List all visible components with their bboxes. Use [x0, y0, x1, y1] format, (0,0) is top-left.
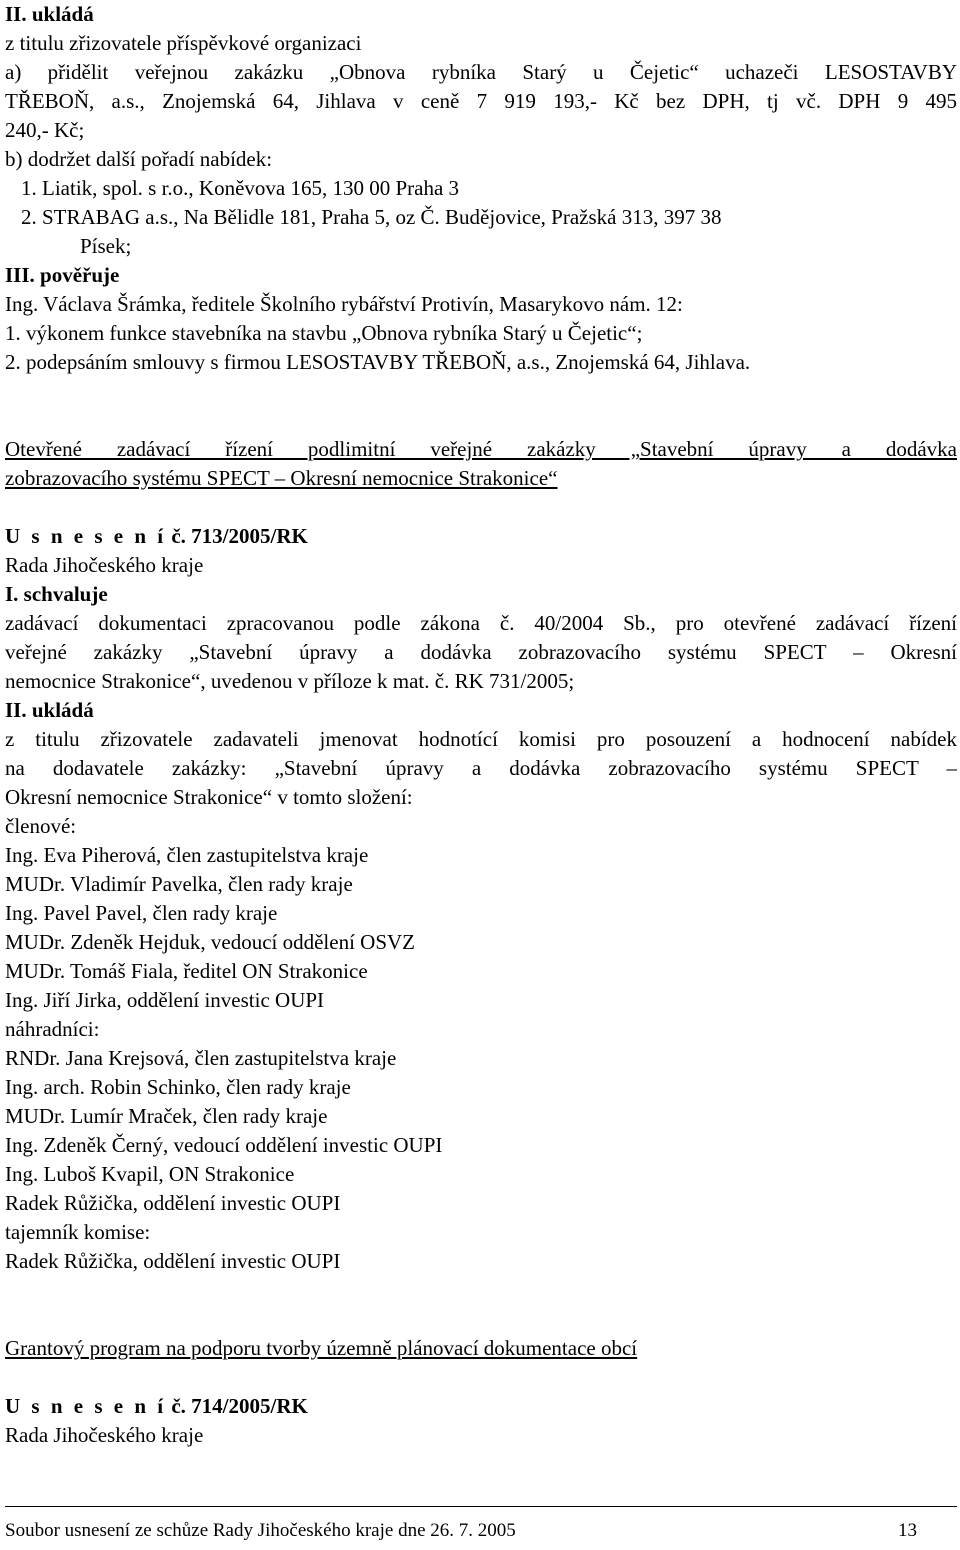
substitute-item: Radek Růžička, oddělení investic OUPI	[5, 1191, 341, 1215]
members-label: členové:	[5, 814, 77, 838]
text-line: b) dodržet další pořadí nabídek:	[5, 147, 273, 171]
member-item: MUDr. Zdeněk Hejduk, vedoucí oddělení OSVZ	[5, 930, 416, 954]
resolution-number: č. 714/2005/RK	[166, 1394, 308, 1418]
member-item: Ing. Jiří Jirka, oddělení investic OUPI	[5, 988, 325, 1012]
resolution-label: U s n e s e n í	[5, 1394, 167, 1418]
text-line: 2. podepsáním smlouvy s firmou LESOSTAVBY TŘEBOŇ, a.s., Znojemská 64, Jihlava.	[5, 350, 751, 374]
text-line: 240,- Kč;	[5, 118, 85, 142]
footer-divider	[5, 1506, 957, 1507]
section-title-cont: zobrazovacího systému SPECT – Okresní nemocnice Strakonice“	[5, 466, 558, 490]
substitute-item: MUDr. Lumír Mraček, člen rady kraje	[5, 1104, 328, 1128]
secretary-item: Radek Růžička, oddělení investic OUPI	[5, 1249, 341, 1273]
bidder-item: 2. STRABAG a.s., Na Bělidle 181, Praha 5, oz Č. Budějovice, Pražská 313, 397 38	[21, 205, 722, 229]
footer-text: Soubor usnesení ze schůze Rady Jihočeského kraje dne 26. 7. 2005	[5, 1520, 516, 1541]
council-name: Rada Jihočeského kraje	[5, 553, 204, 577]
section-grant	[5, 1334, 957, 1450]
heading-ii-uklada: II. ukládá	[5, 698, 94, 722]
text-line: z titulu zřizovatele zadavateli jmenovat hodnotící komisi pro posouzení a hodnocení nabídek	[5, 727, 957, 751]
member-item: MUDr. Tomáš Fiala, ředitel ON Strakonice	[5, 959, 368, 983]
page-number: 13	[898, 1520, 917, 1541]
text-line: na dodavatele zakázky: „Stavební úpravy a dodávka zobrazovacího systému SPECT –	[5, 756, 957, 780]
text-line: TŘEBOŇ, a.s., Znojemská 64, Jihlava v ceně 7 919 193,- Kč bez DPH, tj vč. DPH 9 495	[5, 89, 957, 113]
section-title: Grantový program na podporu tvorby územně plánovací dokumentace obcí	[5, 1336, 638, 1360]
text-line: z titulu zřizovatele příspěvkové organizaci	[5, 31, 362, 55]
text-line: 1. výkonem funkce stavebníka na stavbu „Obnova rybníka Starý u Čejetic“;	[5, 321, 643, 345]
member-item: Ing. Eva Piherová, člen zastupitelstva kraje	[5, 843, 369, 867]
substitutes-label: náhradníci:	[5, 1017, 100, 1041]
member-item: MUDr. Vladimír Pavelka, člen rady kraje	[5, 872, 353, 896]
text-line: a) přidělit veřejnou zakázku „Obnova rybníka Starý u Čejetic“ uchazeči LESOSTAVBY	[5, 60, 957, 84]
text-line: nemocnice Strakonice“, uvedenou v příloze k mat. č. RK 731/2005;	[5, 669, 575, 693]
text-line: Ing. Václava Šrámka, ředitele Školního rybářství Protivín, Masarykovo nám. 12:	[5, 292, 683, 316]
substitute-item: RNDr. Jana Krejsová, člen zastupitelstva kraje	[5, 1046, 397, 1070]
document-page	[5, 0, 957, 1450]
resolution-heading	[5, 522, 957, 551]
text-line: veřejné zakázky „Stavební úpravy a dodávka zobrazovacího systému SPECT – Okresní	[5, 640, 957, 664]
secretary-label: tajemník komise:	[5, 1220, 151, 1244]
council-name: Rada Jihočeského kraje	[5, 1423, 204, 1447]
section-lesostavby	[5, 0, 957, 377]
bidder-item-cont: Písek;	[80, 234, 132, 258]
bidder-item: 1. Liatik, spol. s r.o., Koněvova 165, 130 00 Praha 3	[21, 176, 460, 200]
resolution-label: U s n e s e n í	[5, 524, 167, 548]
text-line: Okresní nemocnice Strakonice“ v tomto složení:	[5, 785, 413, 809]
resolution-number: č. 713/2005/RK	[166, 524, 308, 548]
page-footer	[5, 1519, 917, 1543]
heading-i-schvaluje: I. schvaluje	[5, 582, 108, 606]
resolution-heading	[5, 1392, 957, 1421]
heading-iii-poveruje: III. pověřuje	[5, 263, 120, 287]
member-item: Ing. Pavel Pavel, člen rady kraje	[5, 901, 278, 925]
substitute-item: Ing. Luboš Kvapil, ON Strakonice	[5, 1162, 295, 1186]
substitute-item: Ing. arch. Robin Schinko, člen rady kraje	[5, 1075, 351, 1099]
section-spect	[5, 435, 957, 1276]
substitute-item: Ing. Zdeněk Černý, vedoucí oddělení investic OUPI	[5, 1133, 443, 1157]
text-line: zadávací dokumentaci zpracovanou podle zákona č. 40/2004 Sb., pro otevřené zadávací řízení	[5, 611, 957, 635]
section-title: Otevřené zadávací řízení podlimitní veřejné zakázky „Stavební úpravy a dodávka	[5, 437, 957, 461]
heading-ii-uklada: II. ukládá	[5, 2, 94, 26]
